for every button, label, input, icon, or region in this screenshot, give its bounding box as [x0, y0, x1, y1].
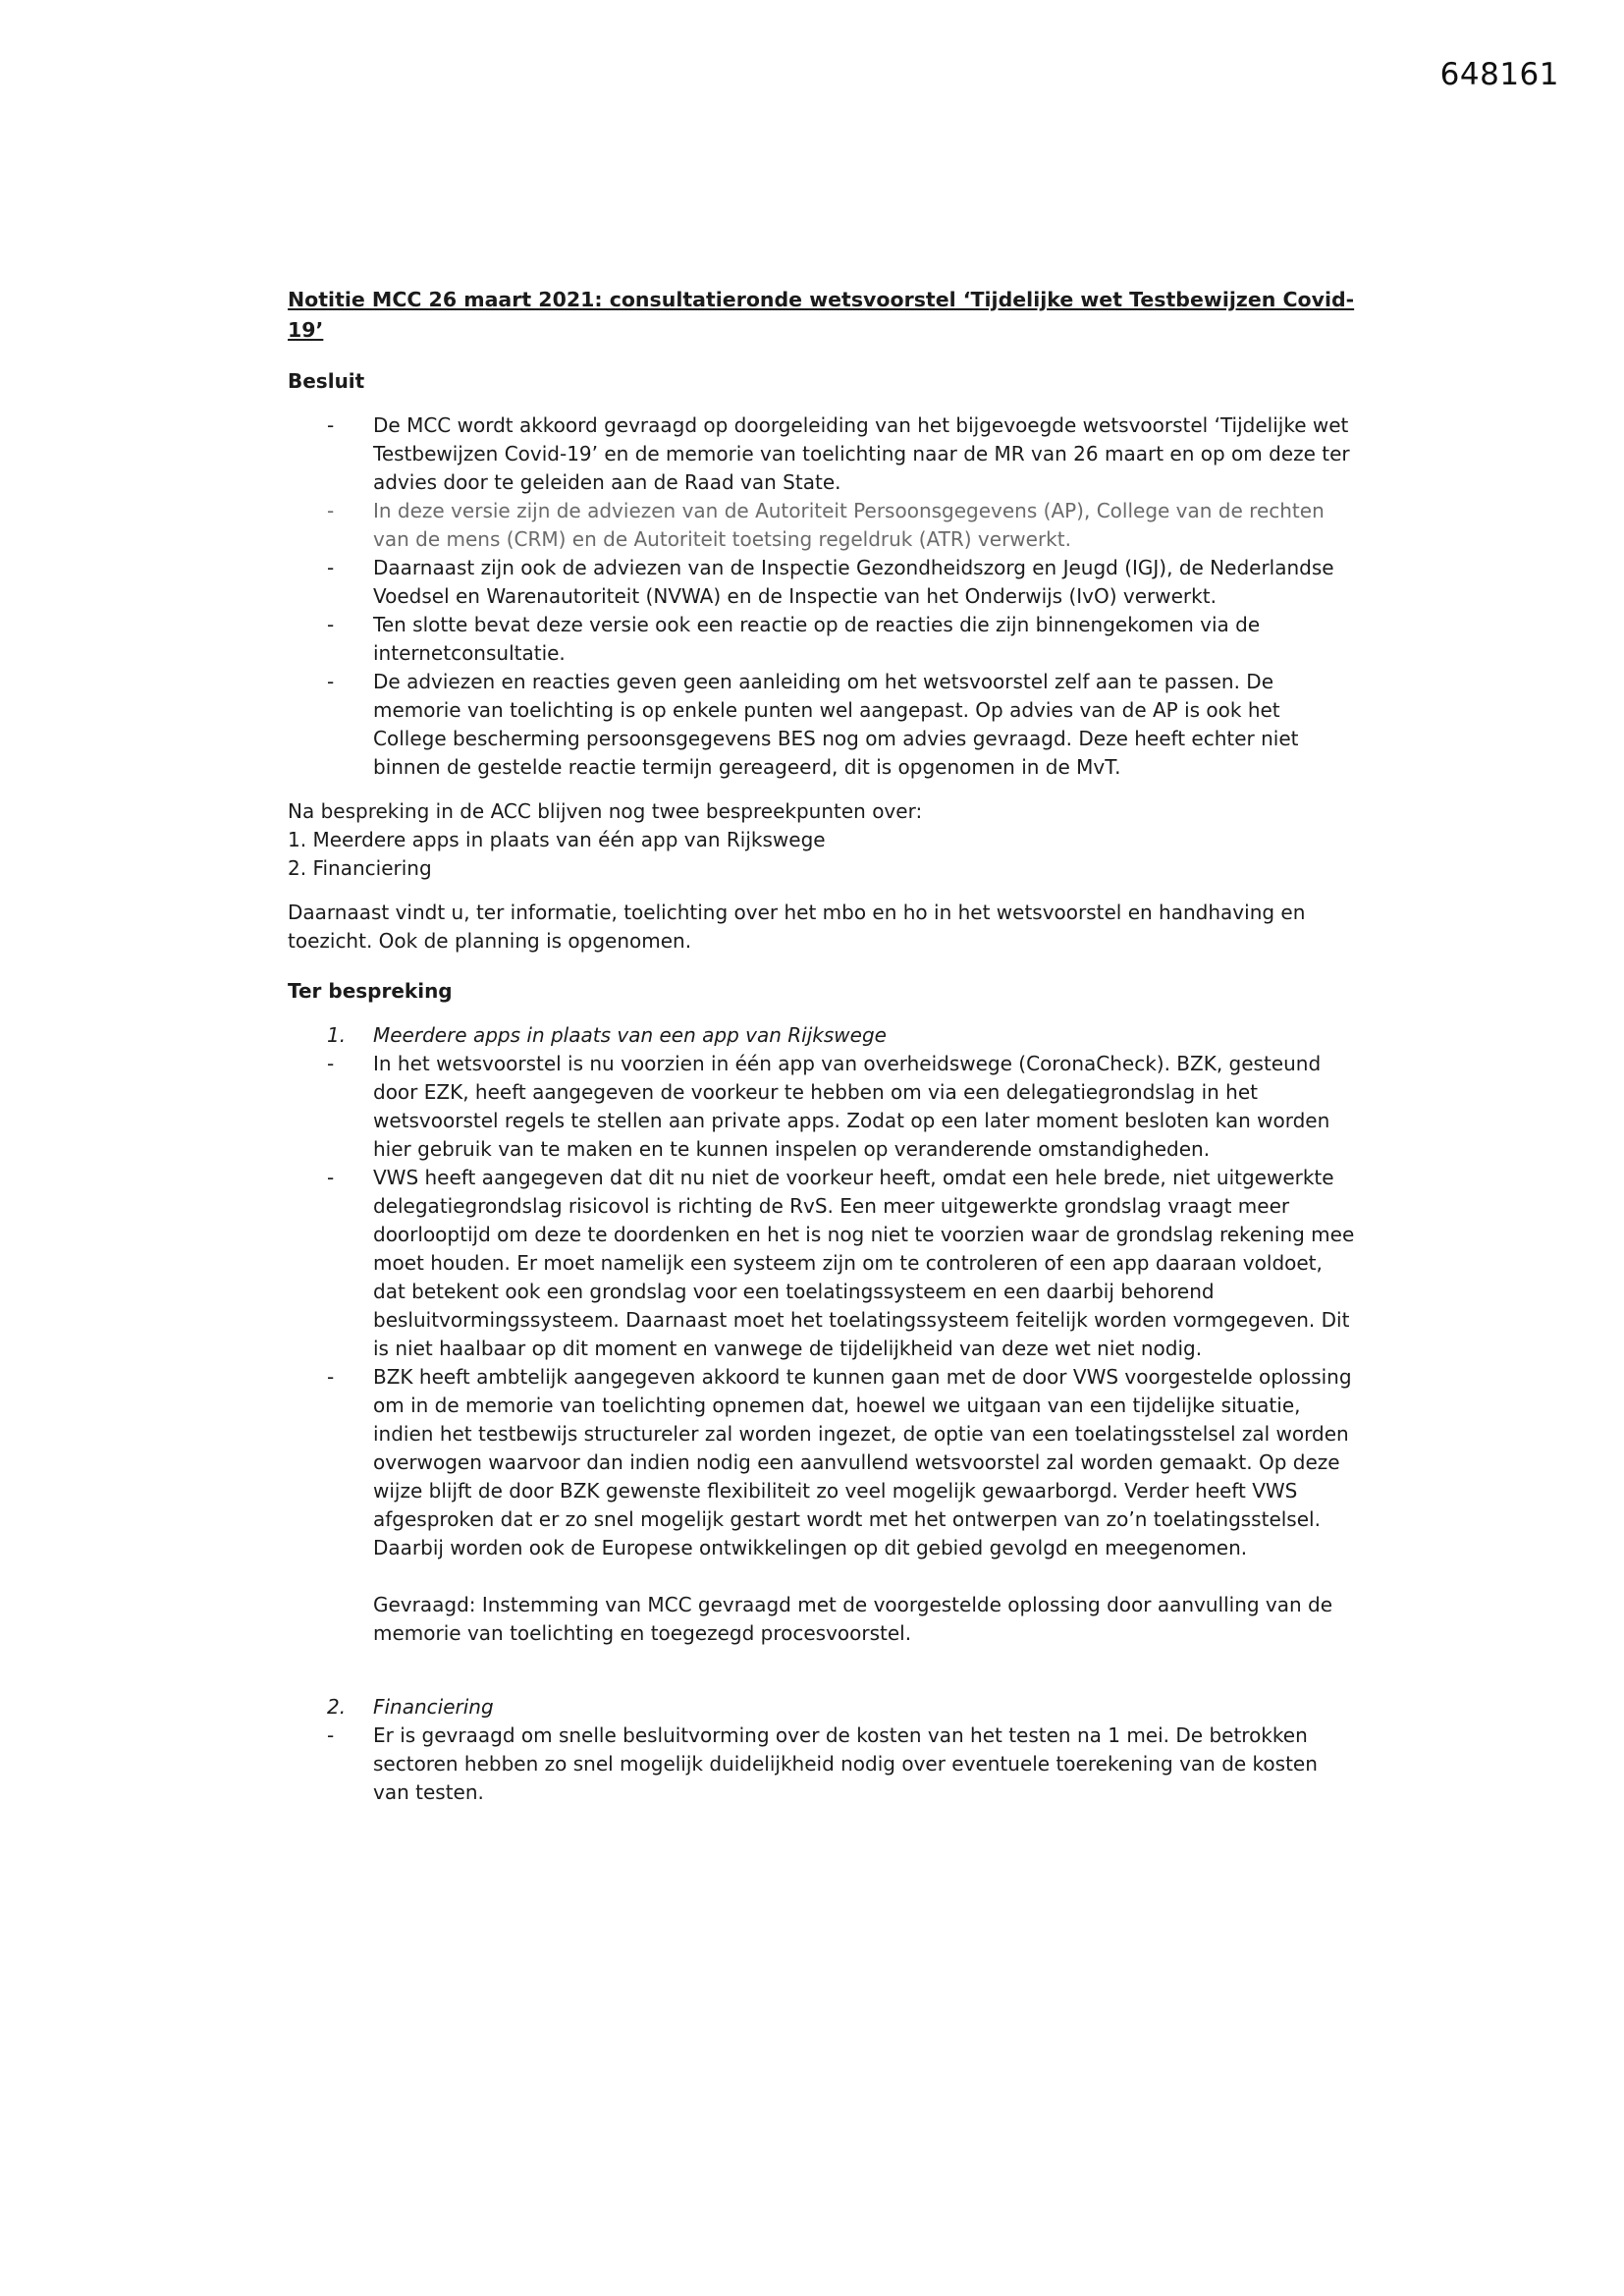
- bullet-item: [288, 1722, 1356, 1807]
- document-number: 648161: [1439, 57, 1559, 92]
- bullet-dash: -: [327, 1166, 335, 1189]
- document-title: Notitie MCC 26 maart 2021: consultatieronde wetsvoorstel ‘Tijdelijke wet Testbewijzen Covid-19’: [288, 288, 1355, 342]
- bullet-dash: -: [327, 670, 335, 693]
- item-title-text: Meerdere apps in plaats van een app van Rijkswege: [373, 1023, 887, 1047]
- numbered-item-title: [288, 1021, 1356, 1050]
- bullet-dash: -: [327, 499, 335, 522]
- recap-paragraph: [288, 797, 1356, 883]
- item-number: 1.: [327, 1023, 347, 1047]
- item-number: 2.: [327, 1695, 347, 1719]
- bullet-text: BZK heeft ambtelijk aangegeven akkoord te kunnen gaan met de door VWS voorgestelde oplossing om in de memorie van toelichting opnemen dat, hoewel we uitgaan van een tijdelijke situatie, indien het testbewijs structureler zal worden ingezet, de optie van een toelatingsstelsel zal worden overwogen waarvoor dan indien nodig een aanvullend wetsvoorstel zal worden gemaakt. Op deze wijze blijft de door BZK gewenste flexibiliteit zo veel mogelijk gewaarborgd. Verder heeft VWS afgesproken dat er zo snel mogelijk gestart wordt met het ontwerpen van zo’n toelatingsstelsel. Daarbij worden ook de Europese ontwikkelingen op dit gebied gevolgd en meegenomen.: [373, 1365, 1352, 1559]
- bullet-item: [288, 668, 1356, 782]
- bullet-text: In het wetsvoorstel is nu voorzien in één app van overheidswege (CoronaCheck). BZK, gesteund door EZK, heeft aangegeven de voorkeur te hebben om via een delegatiegrondslag in het wetsvoorstel regels te stellen aan private apps. Zodat op een later moment besloten kan worden hier gebruik van te maken en te kunnen inspelen op veranderende omstandigheden.: [373, 1052, 1330, 1161]
- agenda-item-2: [288, 1693, 1356, 1807]
- numbered-item-title: [288, 1693, 1356, 1722]
- bullet-dash: -: [327, 413, 335, 437]
- besluit-bullet-list: [288, 411, 1356, 782]
- recap-line: 1. Meerdere apps in plaats van één app van Rijkswege: [288, 828, 826, 851]
- bullet-item: [288, 554, 1356, 611]
- bullet-text: Ten slotte bevat deze versie ook een reactie op de reacties die zijn binnengekomen via de internetconsultatie.: [373, 613, 1261, 665]
- bullet-item: [288, 411, 1356, 497]
- info-paragraph: Daarnaast vindt u, ter informatie, toelichting over het mbo en ho in het wetsvoorstel en handhaving en toezicht. Ook de planning is opgenomen.: [288, 901, 1306, 953]
- bullet-text: In deze versie zijn de adviezen van de Autoriteit Persoonsgegevens (AP), College van de rechten van de mens (CRM) en de Autoriteit toetsing regeldruk (ATR) verwerkt.: [373, 499, 1325, 551]
- bullet-dash: -: [327, 1365, 335, 1389]
- bullet-item: [288, 1164, 1356, 1363]
- bullet-text: VWS heeft aangegeven dat dit nu niet de voorkeur heeft, omdat een hele brede, niet uitgewerkte delegatiegrondslag risicovol is richting de RvS. Een meer uitgewerkte grondslag vraagt meer doorlooptijd om deze te doordenken en het is nog niet te voorzien waar de grondslag rekening mee moet houden. Er moet namelijk een systeem zijn om te controleren of een app daaraan voldoet, dat betekent ook een grondslag voor een toelatingssysteem en een daarbij behorend besluitvormingssysteem. Daarnaast moet het toelatingssysteem feitelijk worden vormgegeven. Dit is niet haalbaar op dit moment en vanwege de tijdelijkheid van deze wet niet nodig.: [373, 1166, 1355, 1360]
- item-title-text: Financiering: [373, 1695, 494, 1719]
- recap-line: Na bespreking in de ACC blijven nog twee bespreekpunten over:: [288, 799, 923, 823]
- recap-line: 2. Financiering: [288, 856, 432, 880]
- bullet-item: [288, 611, 1356, 668]
- bullet-text: Daarnaast zijn ook de adviezen van de Inspectie Gezondheidszorg en Jeugd (IGJ), de Nederlandse Voedsel en Warenautoriteit (NVWA) en de Inspectie van het Onderwijs (IvO) verwerkt.: [373, 556, 1334, 608]
- bullet-dash: -: [327, 613, 335, 636]
- bullet-item: [288, 497, 1356, 554]
- bullet-dash: -: [327, 1723, 335, 1747]
- agenda-item-1: [288, 1021, 1356, 1648]
- ter-bespreking-heading: Ter bespreking: [288, 979, 453, 1003]
- bullet-text: De MCC wordt akkoord gevraagd op doorgeleiding van het bijgevoegde wetsvoorstel ‘Tijdelijke wet Testbewijzen Covid-19’ en de memorie van toelichting naar de MR van 26 maart en op om deze ter advies door te geleiden aan de Raad van State.: [373, 413, 1350, 494]
- bullet-dash: -: [327, 556, 335, 579]
- gevraagd-paragraph: Gevraagd: Instemming van MCC gevraagd met de voorgestelde oplossing door aanvulling van de memorie van toelichting en toegezegd procesvoorstel.: [373, 1593, 1333, 1645]
- document-content: [288, 285, 1356, 1807]
- bullet-text: Er is gevraagd om snelle besluitvorming over de kosten van het testen na 1 mei. De betrokken sectoren hebben zo snel mogelijk duidelijkheid nodig over eventuele toerekening van de kosten van testen.: [373, 1723, 1318, 1804]
- besluit-heading: Besluit: [288, 369, 365, 393]
- bullet-item: [288, 1050, 1356, 1164]
- bullet-dash: -: [327, 1052, 335, 1075]
- bullet-item: [288, 1363, 1356, 1562]
- bullet-text: De adviezen en reacties geven geen aanleiding om het wetsvoorstel zelf aan te passen. De memorie van toelichting is op enkele punten wel aangepast. Op advies van de AP is ook het College bescherming persoonsgegevens BES nog om advies gevraagd. Deze heeft echter niet binnen de gestelde reactie termijn gereageerd, dit is opgenomen in de MvT.: [373, 670, 1299, 779]
